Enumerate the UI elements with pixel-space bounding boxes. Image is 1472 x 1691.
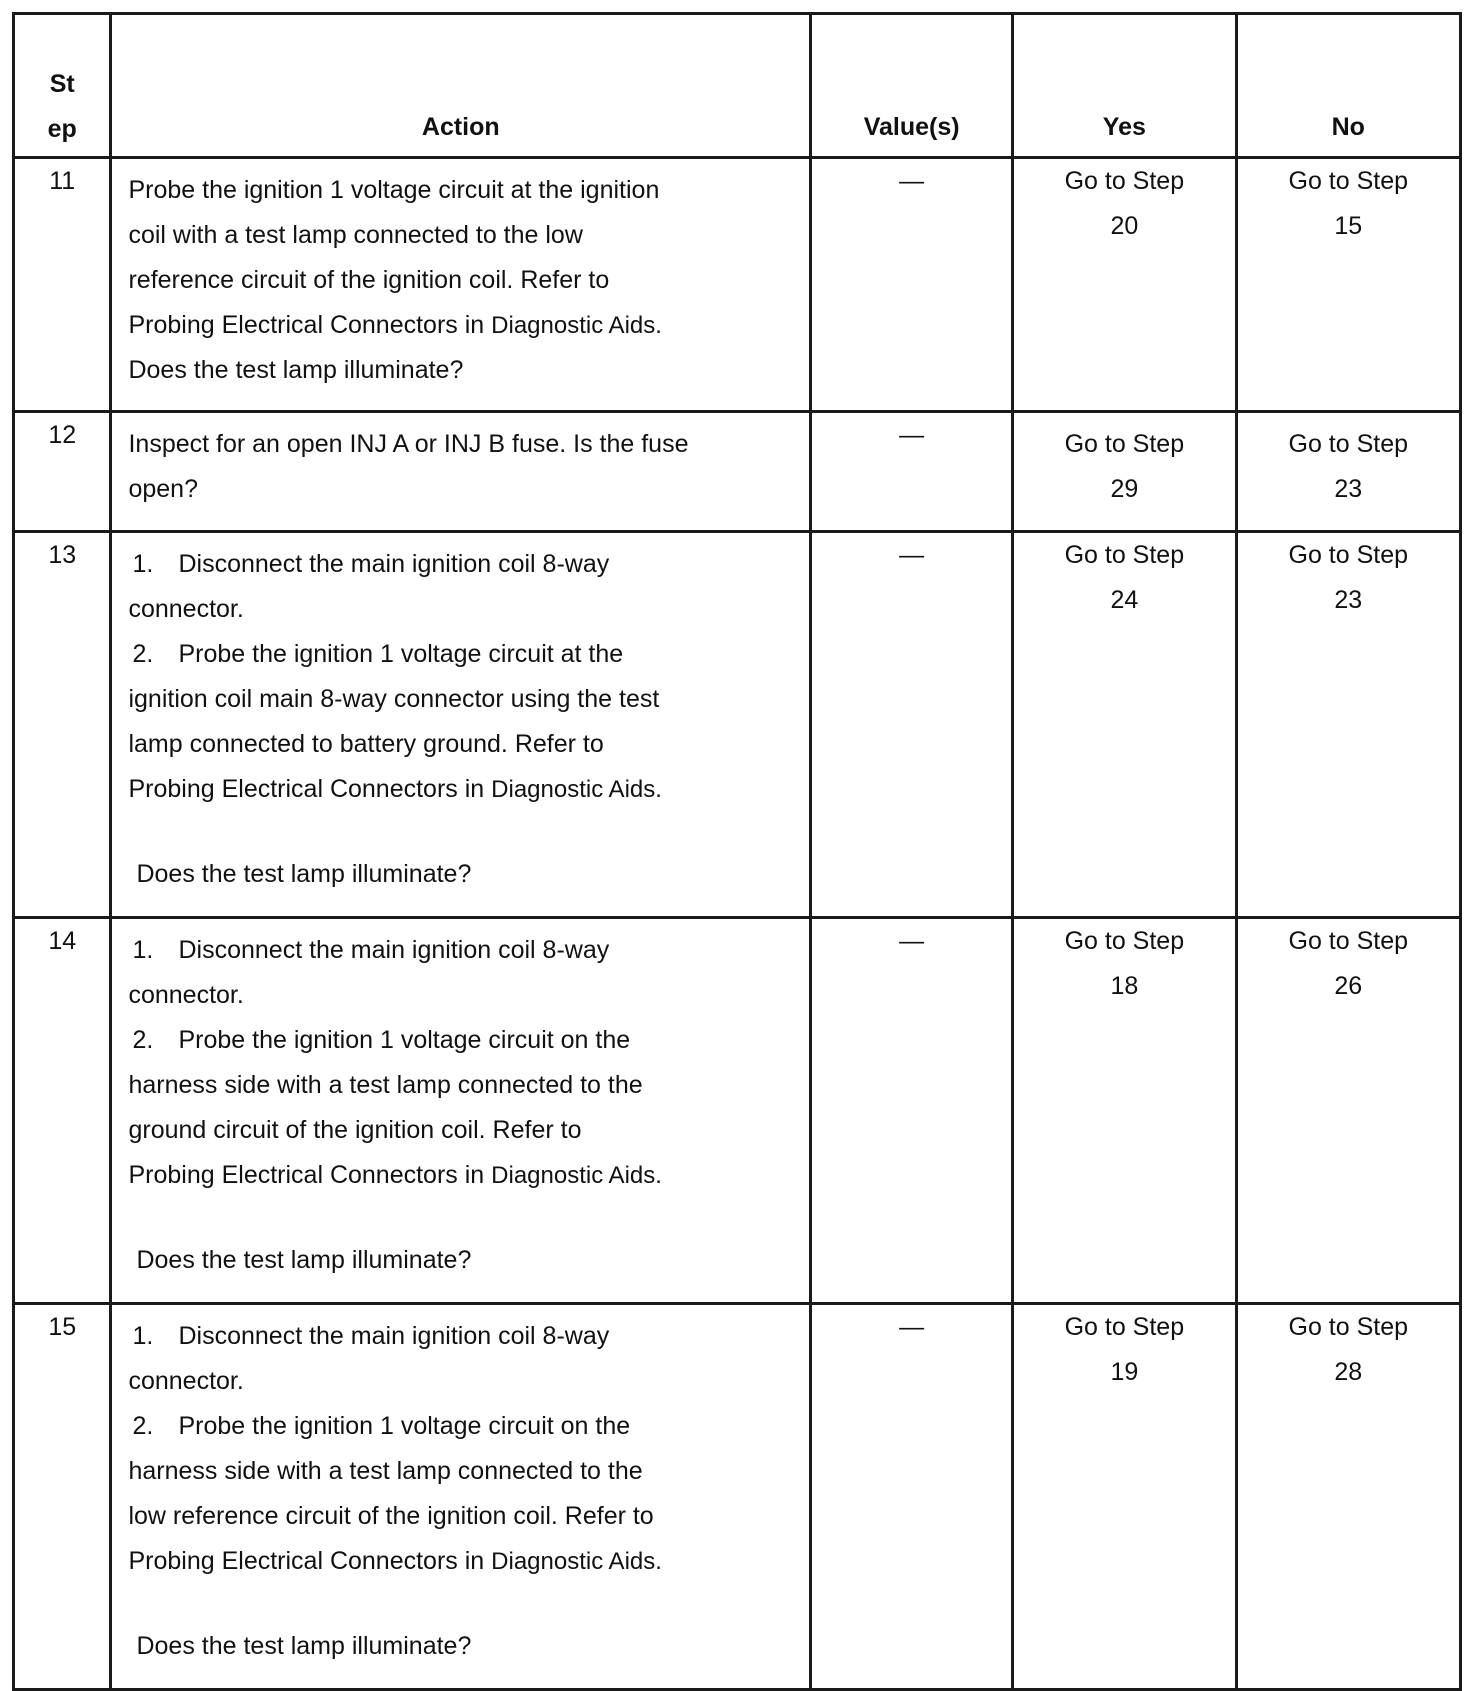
item-number: 2.: [132, 1026, 154, 1054]
step-header-line2: ep: [47, 115, 77, 143]
value-cell: —: [811, 1304, 1013, 1690]
action-header: Action: [111, 14, 811, 158]
list-item: [128, 928, 793, 973]
item-text: Probe the ignition 1 voltage circuit on the: [178, 1026, 631, 1054]
diagnostic-aids-reference: Diagnostic Aids.: [491, 312, 662, 339]
item-text: harness side with a test lamp connected to the: [128, 1457, 643, 1485]
step-number: 11: [14, 158, 111, 412]
action-question: Does the test lamp illuminate?: [136, 1246, 472, 1274]
reference-lead: Probing Electrical Connectors in: [128, 775, 485, 803]
list-item: [128, 1314, 793, 1359]
item-text: Probe the ignition 1 voltage circuit at the: [178, 640, 624, 668]
step-number: 12: [14, 412, 111, 532]
step-header: [14, 14, 111, 158]
no-step-number: 23: [1334, 475, 1363, 503]
no-step-number: 15: [1334, 212, 1363, 240]
no-step-number: 28: [1334, 1358, 1363, 1386]
item-number: 2.: [132, 640, 154, 668]
value-cell: —: [811, 158, 1013, 412]
action-cell: [111, 1304, 811, 1690]
yes-cell: [1013, 412, 1236, 532]
item-text: ground circuit of the ignition coil. Refer to: [128, 1116, 582, 1144]
go-to-step-label: Go to Step: [1288, 167, 1409, 195]
action-cell: [111, 158, 811, 412]
action-cell: [111, 532, 811, 918]
go-to-step-label: Go to Step: [1288, 927, 1409, 955]
no-cell: [1236, 1304, 1460, 1690]
action-line: Probe the ignition 1 voltage circuit at the ignition: [128, 176, 660, 204]
action-line: coil with a test lamp connected to the low: [128, 221, 583, 249]
item-text: [128, 1153, 793, 1198]
go-to-step-label: Go to Step: [1288, 1313, 1409, 1341]
value-cell: —: [811, 918, 1013, 1304]
step-number: 14: [14, 918, 111, 1304]
list-item: [128, 1018, 793, 1063]
spacer: [128, 1198, 793, 1238]
no-cell: [1236, 412, 1460, 532]
go-to-step-label: Go to Step: [1064, 430, 1185, 458]
table-row: [14, 532, 1461, 918]
go-to-step-label: Go to Step: [1288, 541, 1409, 569]
action-line: reference circuit of the ignition coil. Refer to: [128, 266, 610, 294]
item-text: [128, 1539, 793, 1584]
reference-lead: Probing Electrical Connectors in: [128, 1547, 485, 1575]
action-line: [128, 303, 793, 348]
diagnostic-aids-reference: Diagnostic Aids.: [491, 776, 662, 803]
item-text: connector.: [128, 595, 244, 623]
diagnostic-page: [12, 12, 1462, 1691]
diagnostic-aids-reference: Diagnostic Aids.: [491, 1162, 662, 1189]
reference-lead: Probing Electrical Connectors in: [128, 311, 485, 339]
no-cell: [1236, 532, 1460, 918]
step-number: 13: [14, 532, 111, 918]
action-question: Does the test lamp illuminate?: [136, 1632, 472, 1660]
item-number: 1.: [132, 550, 154, 578]
action-line: open?: [128, 475, 198, 503]
item-number: 2.: [132, 1412, 154, 1440]
diagnostic-aids-reference: Diagnostic Aids.: [491, 1548, 662, 1575]
go-to-step-label: Go to Step: [1064, 927, 1185, 955]
values-header: Value(s): [811, 14, 1013, 158]
yes-step-number: 24: [1110, 586, 1139, 614]
reference-lead: Probing Electrical Connectors in: [128, 1161, 485, 1189]
go-to-step-label: Go to Step: [1064, 541, 1185, 569]
spacer: [128, 812, 793, 852]
yes-cell: [1013, 532, 1236, 918]
item-text: [128, 767, 793, 812]
table-row: [14, 1304, 1461, 1690]
item-text: connector.: [128, 1367, 244, 1395]
yes-step-number: 29: [1110, 475, 1139, 503]
spacer: [128, 1584, 793, 1624]
yes-step-number: 20: [1110, 212, 1139, 240]
value-cell: —: [811, 412, 1013, 532]
no-cell: [1236, 158, 1460, 412]
yes-step-number: 19: [1110, 1358, 1139, 1386]
yes-cell: [1013, 158, 1236, 412]
go-to-step-label: Go to Step: [1064, 1313, 1185, 1341]
yes-header: Yes: [1013, 14, 1236, 158]
list-item: [128, 542, 793, 587]
list-item: [128, 632, 793, 677]
item-text: Disconnect the main ignition coil 8-way: [178, 550, 610, 578]
yes-cell: [1013, 918, 1236, 1304]
step-header-line1: St: [49, 70, 75, 98]
table-row: [14, 158, 1461, 412]
item-number: 1.: [132, 936, 154, 964]
list-item: [128, 1404, 793, 1449]
item-text: Disconnect the main ignition coil 8-way: [178, 936, 610, 964]
diagnostic-table: [12, 12, 1462, 1691]
item-text: connector.: [128, 981, 244, 1009]
yes-step-number: 18: [1110, 972, 1139, 1000]
action-cell: [111, 918, 811, 1304]
no-header: No: [1236, 14, 1460, 158]
value-cell: —: [811, 532, 1013, 918]
item-number: 1.: [132, 1322, 154, 1350]
item-text: Probe the ignition 1 voltage circuit on the: [178, 1412, 631, 1440]
item-text: harness side with a test lamp connected to the: [128, 1071, 643, 1099]
go-to-step-label: Go to Step: [1288, 430, 1409, 458]
go-to-step-label: Go to Step: [1064, 167, 1185, 195]
item-text: Disconnect the main ignition coil 8-way: [178, 1322, 610, 1350]
action-question: Does the test lamp illuminate?: [128, 356, 464, 384]
header-row: [14, 14, 1461, 158]
table-row: [14, 918, 1461, 1304]
action-question: Does the test lamp illuminate?: [136, 860, 472, 888]
action-cell: [111, 412, 811, 532]
step-number: 15: [14, 1304, 111, 1690]
table-row: [14, 412, 1461, 532]
item-text: lamp connected to battery ground. Refer to: [128, 730, 604, 758]
item-text: ignition coil main 8-way connector using the test: [128, 685, 660, 713]
item-text: low reference circuit of the ignition coil. Refer to: [128, 1502, 654, 1530]
yes-cell: [1013, 1304, 1236, 1690]
no-step-number: 26: [1334, 972, 1363, 1000]
action-line: Inspect for an open INJ A or INJ B fuse. Is the fuse: [128, 430, 689, 458]
no-cell: [1236, 918, 1460, 1304]
no-step-number: 23: [1334, 586, 1363, 614]
